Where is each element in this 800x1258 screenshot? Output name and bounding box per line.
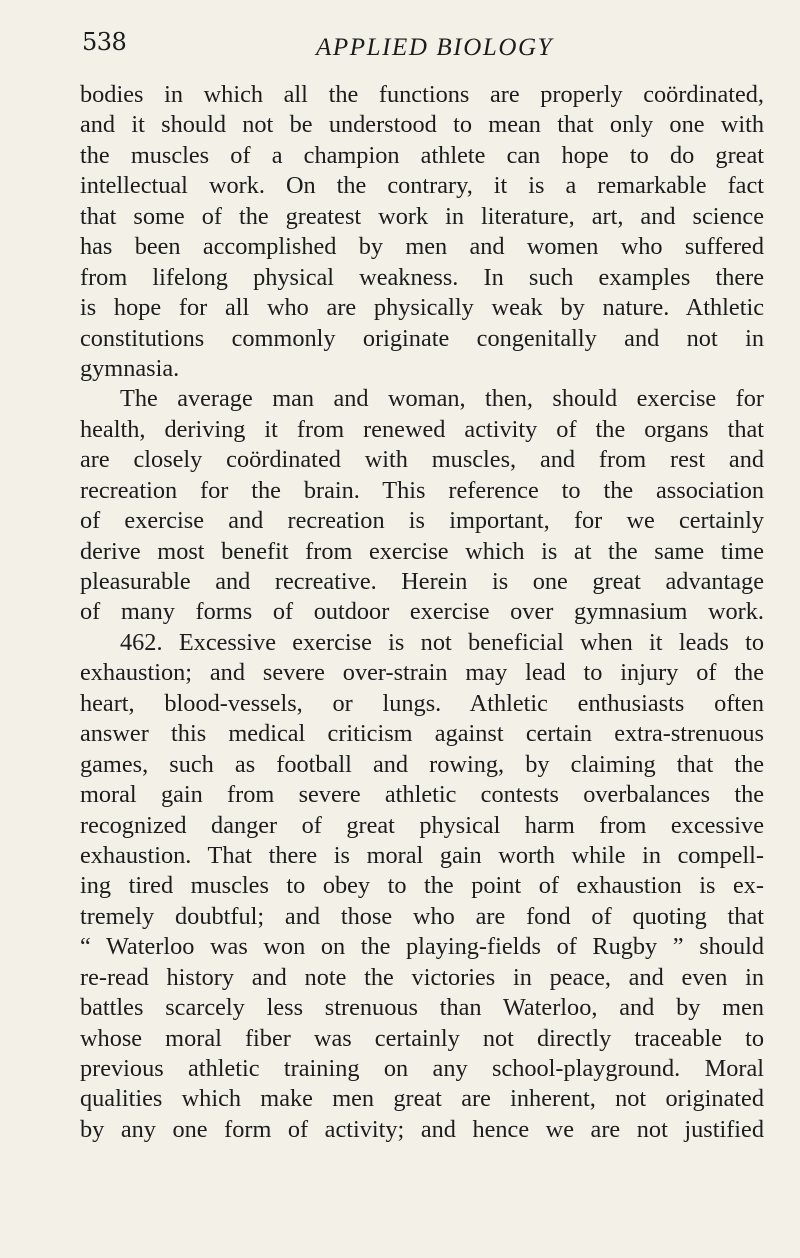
text-line: has been accomplished by men and women who suffered [80, 233, 764, 261]
text-line: moral gain from severe athletic contests overbalances the [80, 781, 764, 809]
text-line: is hope for all who are physically weak by nature. Athletic [80, 294, 764, 322]
text-line: by any one form of activity; and hence we are not justified [80, 1115, 764, 1143]
text-line: intellectual work. On the contrary, it is a remarkable fact [80, 172, 764, 200]
text-line: heart, blood-vessels, or lungs. Athletic enthusiasts often [80, 689, 764, 717]
running-head: APPLIED BIOLOGY [316, 34, 554, 61]
paragraph-start-line: The average man and woman, then, should exercise for [120, 385, 764, 413]
text-line: of exercise and recreation is important, for we certainly [80, 507, 764, 535]
text-line: gymnasia. [80, 354, 180, 382]
text-line: qualities which make men great are inherent, not originated [80, 1085, 764, 1113]
text-line: constitutions commonly originate congenitally and not in [80, 324, 764, 352]
text-line: and it should not be understood to mean that only one with [80, 111, 764, 139]
text-line: exhaustion. That there is moral gain worth while in compell- [80, 841, 764, 869]
text-line: bodies in which all the functions are properly coördinated, [80, 81, 764, 108]
text-line: re-read history and note the victories in peace, and even in [80, 963, 764, 991]
text-line: games, such as football and rowing, by claiming that the [80, 750, 764, 778]
text-line: battles scarcely less strenuous than Waterloo, and by men [80, 994, 764, 1022]
text-line: recognized danger of great physical harm from excessive [80, 811, 764, 839]
text-line: previous athletic training on any school-playground. Moral [80, 1055, 764, 1082]
numbered-section-line: 462. Excessive exercise is not beneficial when it leads to [120, 628, 764, 656]
text-line: whose moral fiber was certainly not directly traceable to [80, 1024, 764, 1052]
text-line: the muscles of a champion athlete can hope to do great [80, 141, 764, 169]
text-line: answer this medical criticism against certain extra-strenuous [80, 720, 764, 748]
text-line: ing tired muscles to obey to the point of exhaustion is ex- [80, 872, 764, 900]
text-line: derive most benefit from exercise which is at the same time [80, 537, 764, 565]
text-line: that some of the greatest work in literature, art, and science [80, 202, 764, 230]
text-line: health, deriving it from renewed activity of the organs that [80, 415, 764, 443]
text-line: tremely doubtful; and those who are fond of quoting that [80, 902, 764, 930]
text-line: from lifelong physical weakness. In such examples there [80, 263, 764, 291]
text-line: pleasurable and recreative. Herein is one great advantage [80, 568, 764, 595]
text-line: of many forms of outdoor exercise over gymnasium work. [80, 598, 764, 626]
text-line: recreation for the brain. This reference to the association [80, 476, 764, 504]
text-line: are closely coördinated with muscles, and from rest and [80, 446, 764, 474]
body-text [80, 80, 764, 1145]
text-line: exhaustion; and severe over-strain may lead to injury of the [80, 659, 764, 687]
page-number: 538 [82, 28, 127, 56]
text-line: “ Waterloo was won on the playing-fields of Rugby ” should [80, 933, 764, 961]
